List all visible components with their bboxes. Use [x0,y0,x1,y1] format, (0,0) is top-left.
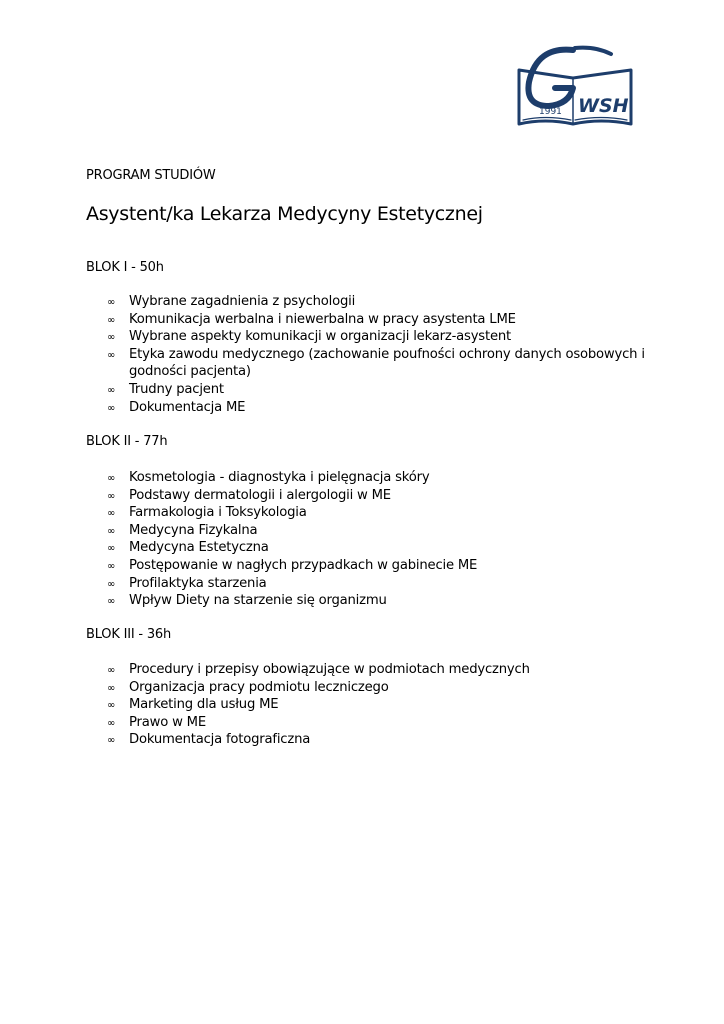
list-item [107,381,667,399]
list-item-text: Wybrane zagadnienia z psychologii [129,294,356,309]
list-item-text: Wpływ Diety na starzenie się organizmu [129,593,387,609]
list-item-text: Kosmetologia - diagnostyka i pielęgnacja skóry [129,470,430,485]
list-item-text: Medycyna Fizykalna [129,522,258,538]
wsh-logo [515,44,635,130]
list-item [107,399,667,417]
infinity-bullet-icon: ∞ [107,700,116,712]
infinity-bullet-icon: ∞ [107,560,116,572]
infinity-bullet-icon: ∞ [107,665,116,676]
infinity-bullet-icon: ∞ [107,578,116,590]
list-item [107,714,667,732]
infinity-bullet-icon: ∞ [107,384,116,396]
list-item-text: Dokumentacja ME [129,399,246,415]
list-item-text: Marketing dla usług ME [129,697,279,713]
list-item-text: Etyka zawodu medycznego (zachowanie poufności ochrony danych osobowych i godności pacjenta) [129,346,645,380]
infinity-bullet-icon: ∞ [107,490,116,502]
block-list [107,469,667,610]
list-item-text: Trudny pacjent [129,381,224,397]
list-item [107,311,667,329]
list-item [107,328,667,346]
infinity-bullet-icon: ∞ [107,596,116,608]
infinity-bullet-icon: ∞ [107,402,116,414]
list-item [107,679,667,697]
open-book-logo-icon [515,44,635,130]
list-item [107,469,667,487]
program-label: PROGRAM STUDIÓW [86,168,216,183]
infinity-bullet-icon: ∞ [107,525,116,537]
block-heading: BLOK II - 77h [86,434,168,449]
list-item [107,487,667,505]
list-item [107,293,667,311]
block-list [107,293,667,416]
list-item-text: Profilaktyka starzenia [129,575,267,591]
list-item-text: Postępowanie w nagłych przypadkach w gabinecie ME [129,557,478,573]
program-title: Asystent/ka Lekarza Medycyny Estetycznej [86,203,483,225]
infinity-bullet-icon: ∞ [107,349,116,361]
list-item-text: Dokumentacja fotograficzna [129,732,311,748]
list-item-text: Medycyna Estetyczna [129,540,269,556]
infinity-bullet-icon: ∞ [107,682,116,694]
list-item [107,592,667,610]
list-item [107,661,667,679]
block-heading: BLOK I - 50h [86,260,164,275]
list-item-text: Prawo w ME [129,714,206,730]
list-item-text: Wybrane aspekty komunikacji w organizacji lekarz-asystent [129,329,511,345]
list-item [107,575,667,593]
logo-brand: WSH [578,95,629,117]
list-item [107,731,667,749]
list-item-text: Komunikacja werbalna i niewerbalna w pracy asystenta LME [129,311,516,327]
infinity-bullet-icon: ∞ [107,332,116,344]
list-item [107,557,667,575]
infinity-bullet-icon: ∞ [107,297,116,308]
list-item-text: Farmakologia i Toksykologia [129,505,307,521]
infinity-bullet-icon: ∞ [107,508,116,520]
list-item [107,696,667,714]
logo-year: 1991 [539,107,562,117]
list-item-text: Organizacja pracy podmiotu leczniczego [129,679,389,695]
infinity-bullet-icon: ∞ [107,735,116,747]
list-item [107,539,667,557]
block-heading: BLOK III - 36h [86,627,172,642]
infinity-bullet-icon: ∞ [107,314,116,326]
list-item-text: Podstawy dermatologii i alergologii w ME [129,487,391,503]
infinity-bullet-icon: ∞ [107,717,116,729]
list-item-text: Procedury i przepisy obowiązujące w podmiotach medycznych [129,662,530,677]
block-list [107,661,667,749]
list-item [107,504,667,522]
list-item [107,346,667,381]
infinity-bullet-icon: ∞ [107,543,116,555]
list-item [107,522,667,540]
infinity-bullet-icon: ∞ [107,473,116,484]
